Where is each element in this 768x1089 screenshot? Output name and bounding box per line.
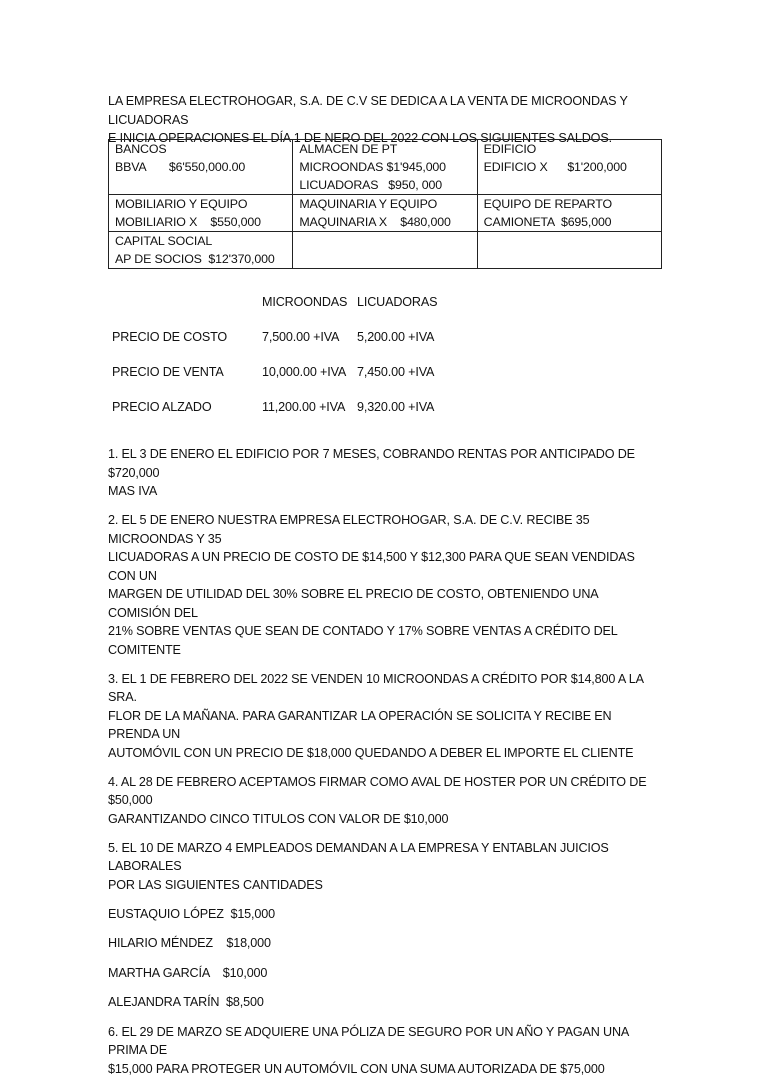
operation-item	[108, 670, 663, 763]
cell-line: BBVA $6'550,000.00	[115, 160, 246, 174]
item-line: 6. EL 29 DE MARZO SE ADQUIERE UNA PÓLIZA DE SEGURO POR UN AÑO Y PAGAN UNA PRIMA DE	[108, 1024, 629, 1057]
item-line: GARANTIZANDO CINCO TITULOS CON VALOR DE $10,000	[108, 811, 449, 826]
cell-line: MAQUINARIA X $480,000	[299, 215, 451, 229]
claim-entry: EUSTAQUIO LÓPEZ $15,000	[108, 906, 275, 921]
balance-cell-empty	[477, 232, 661, 269]
intro-line: LA EMPRESA ELECTROHOGAR, S.A. DE C.V SE DEDICA A LA VENTA DE MICROONDAS Y LICUADORAS	[108, 94, 628, 127]
item-line: AUTOMÓVIL CON UN PRECIO DE $18,000 QUEDANDO A DEBER EL IMPORTE EL CLIENTE	[108, 745, 634, 760]
cell-line: LICUADORAS $950, 000	[299, 178, 443, 192]
item-line: POR LAS SIGUIENTES CANTIDADES	[108, 877, 323, 892]
balances-row	[109, 140, 662, 195]
balance-cell-reparto	[477, 195, 661, 232]
balances-row	[109, 195, 662, 232]
balance-cell-empty	[293, 232, 477, 269]
cell-line: ALMACEN DE PT	[299, 142, 398, 156]
cell-line: MOBILIARIO Y EQUIPO	[115, 197, 248, 211]
claim-entry: ALEJANDRA TARÍN $8,500	[108, 995, 264, 1009]
operation-item	[108, 511, 663, 659]
price-value: 11,200.00 +IVA	[262, 400, 346, 414]
item-line: FLOR DE LA MAÑANA. PARA GARANTIZAR LA OPERACIÓN SE SOLICITA Y RECIBE EN PRENDA UN	[108, 708, 612, 741]
cell-line: MOBILIARIO X $550,000	[115, 215, 261, 229]
item-line: LICUADORAS A UN PRECIO DE COSTO DE $14,500 Y $12,300 PARA QUE SEAN VENDIDAS CON UN	[108, 550, 635, 583]
item-line: MARGEN DE UTILIDAD DEL 30% SOBRE EL PRECIO DE COSTO, OBTENIENDO UNA COMISIÓN DEL	[108, 587, 598, 620]
operation-item	[108, 839, 663, 895]
balance-cell-edificio	[477, 140, 661, 195]
balance-cell-maquinaria	[293, 195, 477, 232]
cell-line: CAPITAL SOCIAL	[115, 234, 213, 248]
price-row-label: PRECIO DE COSTO	[112, 330, 228, 344]
price-value: 9,320.00 +IVA	[357, 400, 435, 414]
balance-cell-bancos	[109, 140, 293, 195]
price-value: 5,200.00 +IVA	[357, 330, 435, 344]
cell-line: EQUIPO DE REPARTO	[483, 197, 612, 211]
item-line: 3. EL 1 DE FEBRERO DEL 2022 SE VENDEN 10 MICROONDAS A CRÉDITO POR $14,800 A LA SRA.	[108, 671, 644, 704]
item-line: MAS IVA	[108, 484, 158, 498]
operations-list	[108, 445, 663, 1089]
price-value: 10,000.00 +IVA	[262, 365, 347, 379]
operation-item	[108, 773, 663, 829]
price-value: 7,500.00 +IVA	[262, 330, 340, 344]
price-header-microondas: MICROONDAS	[262, 295, 348, 309]
cell-line: CAMIONETA $695,000	[483, 215, 612, 229]
operation-item	[108, 1023, 663, 1079]
intro-line: E INICIA OPERACIONES EL DÍA 1 DE NERO DEL 2022 CON LOS SIGUIENTES SALDOS.	[108, 131, 612, 145]
price-header-licuadoras: LICUADORAS	[357, 295, 438, 309]
item-line: 4. AL 28 DE FEBRERO ACEPTAMOS FIRMAR COMO AVAL DE HOSTER POR UN CRÉDITO DE $50,000	[108, 774, 647, 807]
cell-line: EDIFICIO X $1'200,000	[483, 160, 627, 174]
item-line: 2. EL 5 DE ENERO NUESTRA EMPRESA ELECTROHOGAR, S.A. DE C.V. RECIBE 35 MICROONDAS Y 35	[108, 513, 590, 546]
cell-line: BANCOS	[115, 142, 167, 156]
claim-entry: MARTHA GARCÍA $10,000	[108, 965, 268, 980]
claim-entry: HILARIO MÉNDEZ $18,000	[108, 936, 271, 950]
balances-row	[109, 232, 662, 269]
cell-line: EDIFICIO	[483, 142, 537, 156]
price-row-label: PRECIO ALZADO	[112, 400, 212, 414]
price-value: 7,450.00 +IVA	[357, 365, 435, 379]
item-line: 21% SOBRE VENTAS QUE SEAN DE CONTADO Y 17% SOBRE VENTAS A CRÉDITO DEL COMITENTE	[108, 624, 618, 657]
cell-line: MAQUINARIA Y EQUIPO	[299, 197, 438, 211]
item-line: 1. EL 3 DE ENERO EL EDIFICIO POR 7 MESES, COBRANDO RENTAS POR ANTICIPADO DE $720,000	[108, 447, 635, 480]
opening-balances-table	[108, 139, 662, 269]
cell-line: AP DE SOCIOS $12'370,000	[115, 252, 275, 266]
price-row-label: PRECIO DE VENTA	[112, 365, 224, 379]
balance-cell-capital	[109, 232, 293, 269]
item-line: 5. EL 10 DE MARZO 4 EMPLEADOS DEMANDAN A LA EMPRESA Y ENTABLAN JUICIOS LABORALES	[108, 840, 609, 873]
item-line: $15,000 PARA PROTEGER UN AUTOMÓVIL CON UNA SUMA AUTORIZADA DE $75,000	[108, 1061, 605, 1076]
balance-cell-mobiliario	[109, 195, 293, 232]
balance-cell-almacen	[293, 140, 477, 195]
operation-item	[108, 445, 663, 501]
cell-line: MICROONDAS $1'945,000	[299, 160, 446, 174]
